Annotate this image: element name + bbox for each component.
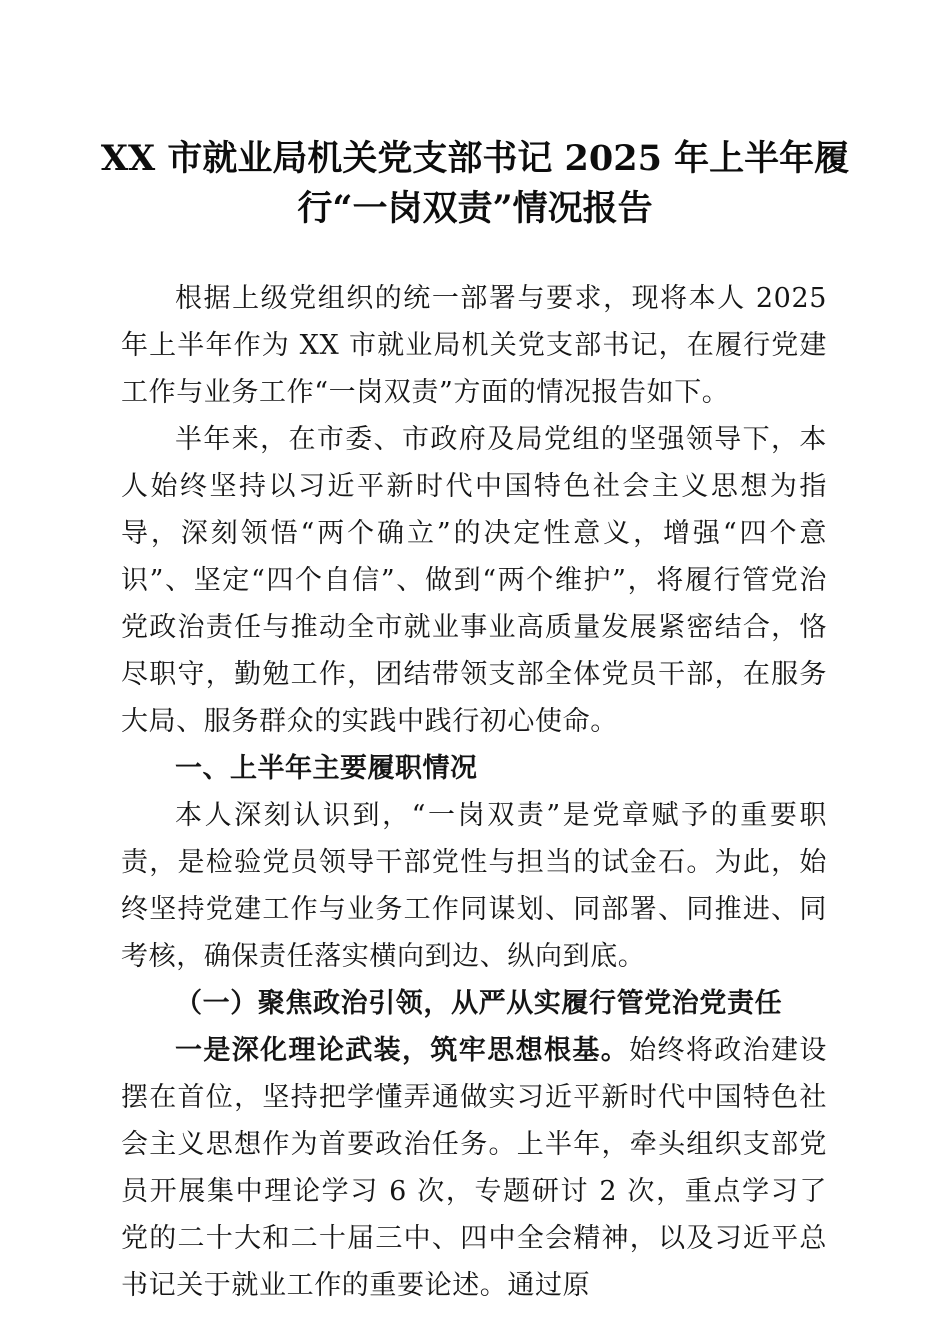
document-title [100,134,850,234]
point-paragraph [121,1027,827,1309]
document-body [121,275,827,1309]
section-heading: 一、上半年主要履职情况 [175,753,478,784]
section-paragraph: 本人深刻认识到，“一岗双责”是党章赋予的重要职责，是检验党员领导干部党性与担当的试金石。为此，始终坚持党建工作与业务工作同谋划、同部署、同推进、同考核，确保责任落实横向到边、纵向到底。 [121,800,827,972]
title-line-1: XX 市就业局机关党支部书记 2025 年上半年履 [100,138,850,179]
title-line-2: 行“一岗双责”情况报告 [297,188,653,229]
point-lead: 一是深化理论武装，筑牢思想根基。 [175,1035,630,1066]
intro-paragraph: 根据上级党组织的统一部署与要求，现将本人 2025 年上半年作为 XX 市就业局机关党支部书记，在履行党建工作与业务工作“一岗双责”方面的情况报告如下。 [121,283,827,408]
point-body: 始终将政治建设摆在首位，坚持把学懂弄通做实习近平新时代中国特色社会主义思想作为首要政治任务。上半年，牵头组织支部党员开展集中理论学习 6 次，专题研讨 2 次，重点学习了党的二十大和二十届三中、四中全会精神，以及习近平总书记关于就业工作的重要论述。通过原 [121,1035,827,1301]
overview-paragraph: 半年来，在市委、市政府及局党组的坚强领导下，本人始终坚持以习近平新时代中国特色社会主义思想为指导，深刻领悟“两个确立”的决定性意义，增强“四个意识”、坚定“四个自信”、做到“两个维护”，将履行管党治党政治责任与推动全市就业事业高质量发展紧密结合，恪尽职守，勤勉工作，团结带领支部全体党员干部，在服务大局、服务群众的实践中践行初心使命。 [121,424,827,737]
subsection-heading: （一）聚焦政治引领，从严从实履行管党治党责任 [175,988,783,1019]
